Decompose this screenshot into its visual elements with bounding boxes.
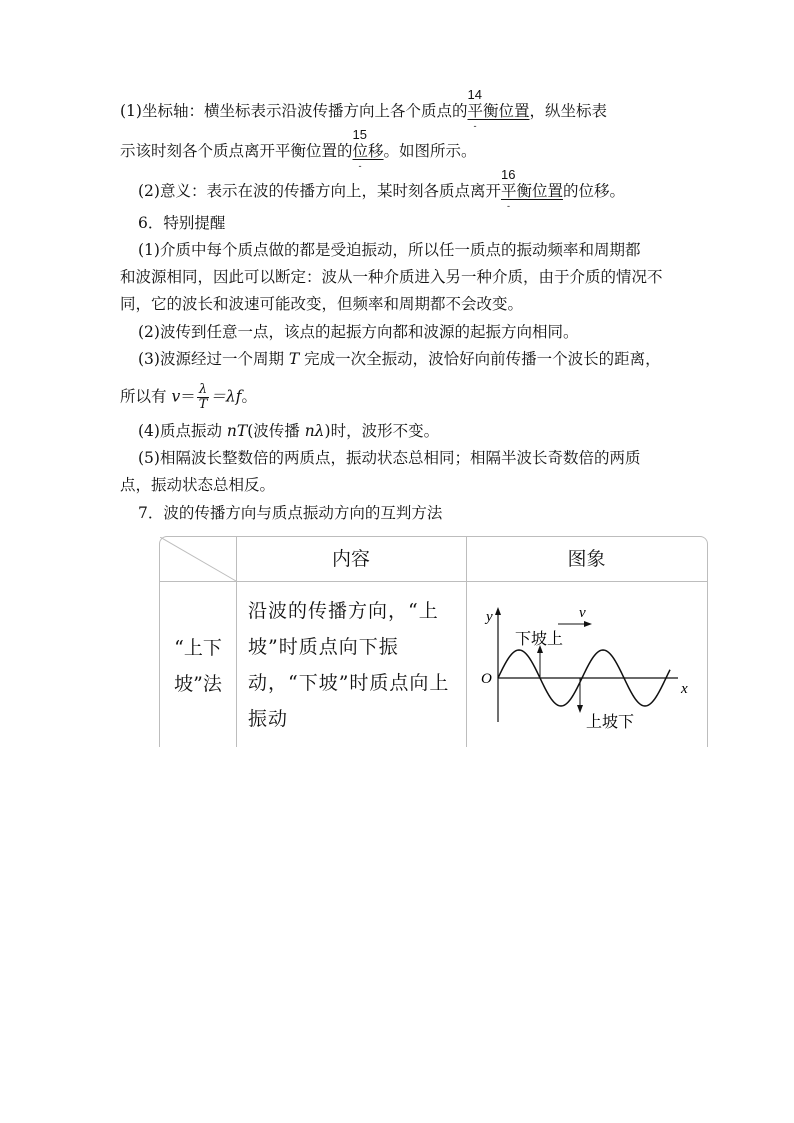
label-downhill-up: 下坡上: [515, 631, 564, 648]
tip-2: (2)波传到任意一点，该点的起振方向都和波源的起振方向相同。: [138, 323, 579, 341]
tip-5-line1: (5)相隔波长整数倍的两质点，振动状态总相同；相隔半波长奇数倍的两质: [138, 449, 641, 467]
header-image: 图象: [567, 548, 606, 570]
paragraph-axis-line1: (1)坐标轴：横坐标表示沿波传播方向上各个质点的 14 - 平衡位置，纵坐标表: [120, 87, 607, 132]
y-axis-label: y: [486, 609, 493, 625]
section-7-heading: 7．波的传播方向与质点振动方向的互判方法: [138, 504, 443, 522]
tip-3-line2: 所以有 v＝ $\frac{\lambda}{T}$ ＝λf。: [120, 382, 257, 412]
tip-4: (4)质点振动 nT(波传播 nλ)时，波形不变。: [138, 422, 440, 440]
origin-label: O: [481, 671, 492, 687]
y-axis-arrow: [495, 607, 501, 615]
blank-16-text: 平衡位置: [500, 182, 563, 200]
tip-5-line2: 点，振动状态总相反。: [120, 476, 276, 494]
method-table: [159, 536, 708, 747]
tip-1-line1: (1)介质中每个质点做的都是受迫振动，所以任一质点的振动频率和周期都: [138, 241, 641, 259]
blank-15-text: 位移: [352, 142, 384, 160]
header-content: 内容: [331, 548, 370, 570]
tip-1-line3: 同，它的波长和波速可能改变，但频率和周期都不会改变。: [120, 295, 524, 313]
blank-16: 16 - 平衡位置: [500, 167, 563, 212]
header-diagonal: [160, 537, 237, 582]
velocity-label: v: [579, 605, 586, 621]
method-content: 沿波的传播方向，“上坡”时质点向下振动，“下坡”时质点向上振动: [248, 600, 450, 730]
tip-1-line2: 和波源相同，因此可以断定：波从一种介质进入另一种介质，由于介质的情况不: [120, 268, 663, 286]
wave-figure: [480, 597, 695, 732]
method-name: “上下坡”法: [174, 637, 222, 695]
blank-15: 15 - 位移: [352, 127, 384, 172]
blank-14-text: 平衡位置: [467, 102, 530, 120]
section-6-heading: 6．特别提醒: [138, 214, 226, 232]
fraction-lambda-over-T: $\frac{\lambda}{T}$: [198, 382, 208, 412]
x-axis-label: x: [681, 681, 688, 697]
blank-14: 14 - 平衡位置: [467, 87, 530, 132]
tip-3-line1: (3)波源经过一个周期 T 完成一次全振动，波恰好向前传播一个波长的距离，: [138, 350, 661, 368]
paragraph-meaning: (2)意义：表示在波的传播方向上，某时刻各质点离开 16 - 平衡位置的位移。: [138, 167, 625, 212]
paragraph-axis-line2: 示该时刻各个质点离开平衡位置的 15 - 位移。如图所示。: [120, 127, 477, 172]
label-uphill-down: 上坡下: [586, 714, 635, 731]
